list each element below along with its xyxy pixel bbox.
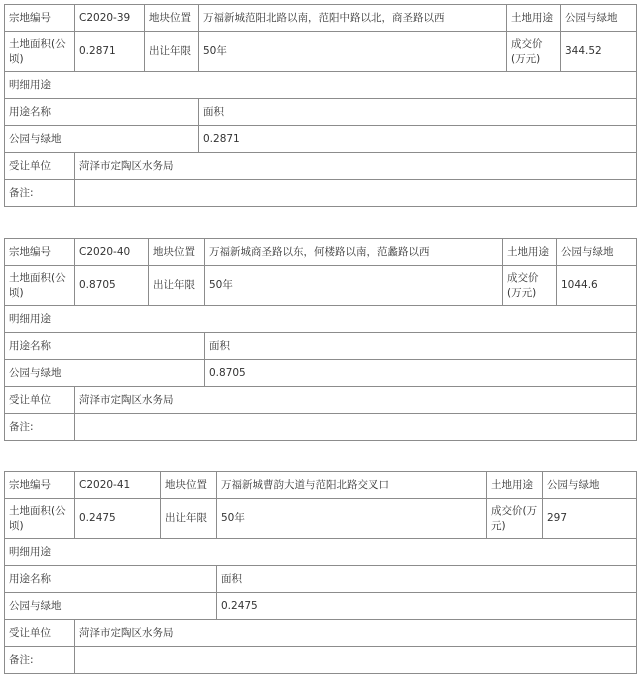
deal-price-value: 297 bbox=[543, 499, 637, 539]
table-row bbox=[5, 472, 637, 499]
label-land-use: 土地用途 bbox=[507, 5, 561, 32]
lease-term-value: 50年 bbox=[199, 32, 507, 72]
land-area-value: 0.8705 bbox=[75, 266, 149, 306]
label-lease-term: 出让年限 bbox=[149, 266, 205, 306]
label-location: 地块位置 bbox=[161, 472, 217, 499]
lease-term-value: 50年 bbox=[205, 266, 503, 306]
label-transferee: 受让单位 bbox=[5, 620, 75, 647]
lease-term-value: 50年 bbox=[217, 499, 487, 539]
label-area: 面积 bbox=[205, 333, 637, 360]
label-detail-use: 明细用途 bbox=[5, 539, 637, 566]
label-location: 地块位置 bbox=[145, 5, 199, 32]
label-detail-use: 明细用途 bbox=[5, 306, 637, 333]
table-row bbox=[5, 593, 637, 620]
label-remarks: 备注: bbox=[5, 414, 75, 441]
parcel-table-1 bbox=[4, 4, 637, 207]
label-area: 面积 bbox=[217, 566, 637, 593]
label-deal-price: 成交价(万元) bbox=[487, 499, 543, 539]
label-lease-term: 出让年限 bbox=[145, 32, 199, 72]
detail-area-value: 0.2871 bbox=[199, 126, 637, 153]
deal-price-value: 1044.6 bbox=[557, 266, 637, 306]
label-parcel-no: 宗地编号 bbox=[5, 239, 75, 266]
table-row bbox=[5, 32, 637, 72]
table-row bbox=[5, 72, 637, 99]
table-row bbox=[5, 499, 637, 539]
remarks-value bbox=[75, 647, 637, 674]
label-deal-price: 成交价(万元) bbox=[507, 32, 561, 72]
detail-use-name-value: 公园与绿地 bbox=[5, 360, 205, 387]
land-area-value: 0.2871 bbox=[75, 32, 145, 72]
label-remarks: 备注: bbox=[5, 180, 75, 207]
table-row bbox=[5, 566, 637, 593]
table-row bbox=[5, 266, 637, 306]
table-row bbox=[5, 306, 637, 333]
detail-area-value: 0.2475 bbox=[217, 593, 637, 620]
transferee-value: 菏泽市定陶区水务局 bbox=[75, 387, 637, 414]
label-parcel-no: 宗地编号 bbox=[5, 5, 75, 32]
transferee-value: 菏泽市定陶区水务局 bbox=[75, 153, 637, 180]
label-land-area: 土地面积(公顷) bbox=[5, 499, 75, 539]
label-use-name: 用途名称 bbox=[5, 99, 199, 126]
parcel-no-value: C2020-40 bbox=[75, 239, 149, 266]
table-row bbox=[5, 387, 637, 414]
location-value: 万福新城商圣路以东，何楼路以南，范蠡路以西 bbox=[205, 239, 503, 266]
table-row bbox=[5, 620, 637, 647]
table-row bbox=[5, 180, 637, 207]
remarks-value bbox=[75, 180, 637, 207]
location-value: 万福新城曹韵大道与范阳北路交叉口 bbox=[217, 472, 487, 499]
label-use-name: 用途名称 bbox=[5, 333, 205, 360]
location-value: 万福新城范阳北路以南，范阳中路以北，商圣路以西 bbox=[199, 5, 507, 32]
remarks-value bbox=[75, 414, 637, 441]
label-area: 面积 bbox=[199, 99, 637, 126]
label-lease-term: 出让年限 bbox=[161, 499, 217, 539]
table-row bbox=[5, 647, 637, 674]
label-transferee: 受让单位 bbox=[5, 387, 75, 414]
land-use-value: 公园与绿地 bbox=[557, 239, 637, 266]
label-detail-use: 明细用途 bbox=[5, 72, 637, 99]
parcel-table-2 bbox=[4, 238, 637, 441]
detail-use-name-value: 公园与绿地 bbox=[5, 593, 217, 620]
table-row bbox=[5, 239, 637, 266]
table-row bbox=[5, 414, 637, 441]
table-row bbox=[5, 126, 637, 153]
label-land-area: 土地面积(公顷) bbox=[5, 32, 75, 72]
table-row bbox=[5, 5, 637, 32]
label-use-name: 用途名称 bbox=[5, 566, 217, 593]
label-land-use: 土地用途 bbox=[487, 472, 543, 499]
table-row bbox=[5, 539, 637, 566]
label-land-use: 土地用途 bbox=[503, 239, 557, 266]
label-remarks: 备注: bbox=[5, 647, 75, 674]
detail-use-name-value: 公园与绿地 bbox=[5, 126, 199, 153]
parcel-table-3 bbox=[4, 471, 637, 674]
table-row bbox=[5, 153, 637, 180]
detail-area-value: 0.8705 bbox=[205, 360, 637, 387]
table-row bbox=[5, 333, 637, 360]
label-location: 地块位置 bbox=[149, 239, 205, 266]
label-parcel-no: 宗地编号 bbox=[5, 472, 75, 499]
parcel-no-value: C2020-39 bbox=[75, 5, 145, 32]
land-use-value: 公园与绿地 bbox=[543, 472, 637, 499]
land-area-value: 0.2475 bbox=[75, 499, 161, 539]
table-row bbox=[5, 360, 637, 387]
label-transferee: 受让单位 bbox=[5, 153, 75, 180]
transferee-value: 菏泽市定陶区水务局 bbox=[75, 620, 637, 647]
label-land-area: 土地面积(公顷) bbox=[5, 266, 75, 306]
parcel-no-value: C2020-41 bbox=[75, 472, 161, 499]
label-deal-price: 成交价(万元) bbox=[503, 266, 557, 306]
table-row bbox=[5, 99, 637, 126]
land-use-value: 公园与绿地 bbox=[561, 5, 637, 32]
deal-price-value: 344.52 bbox=[561, 32, 637, 72]
